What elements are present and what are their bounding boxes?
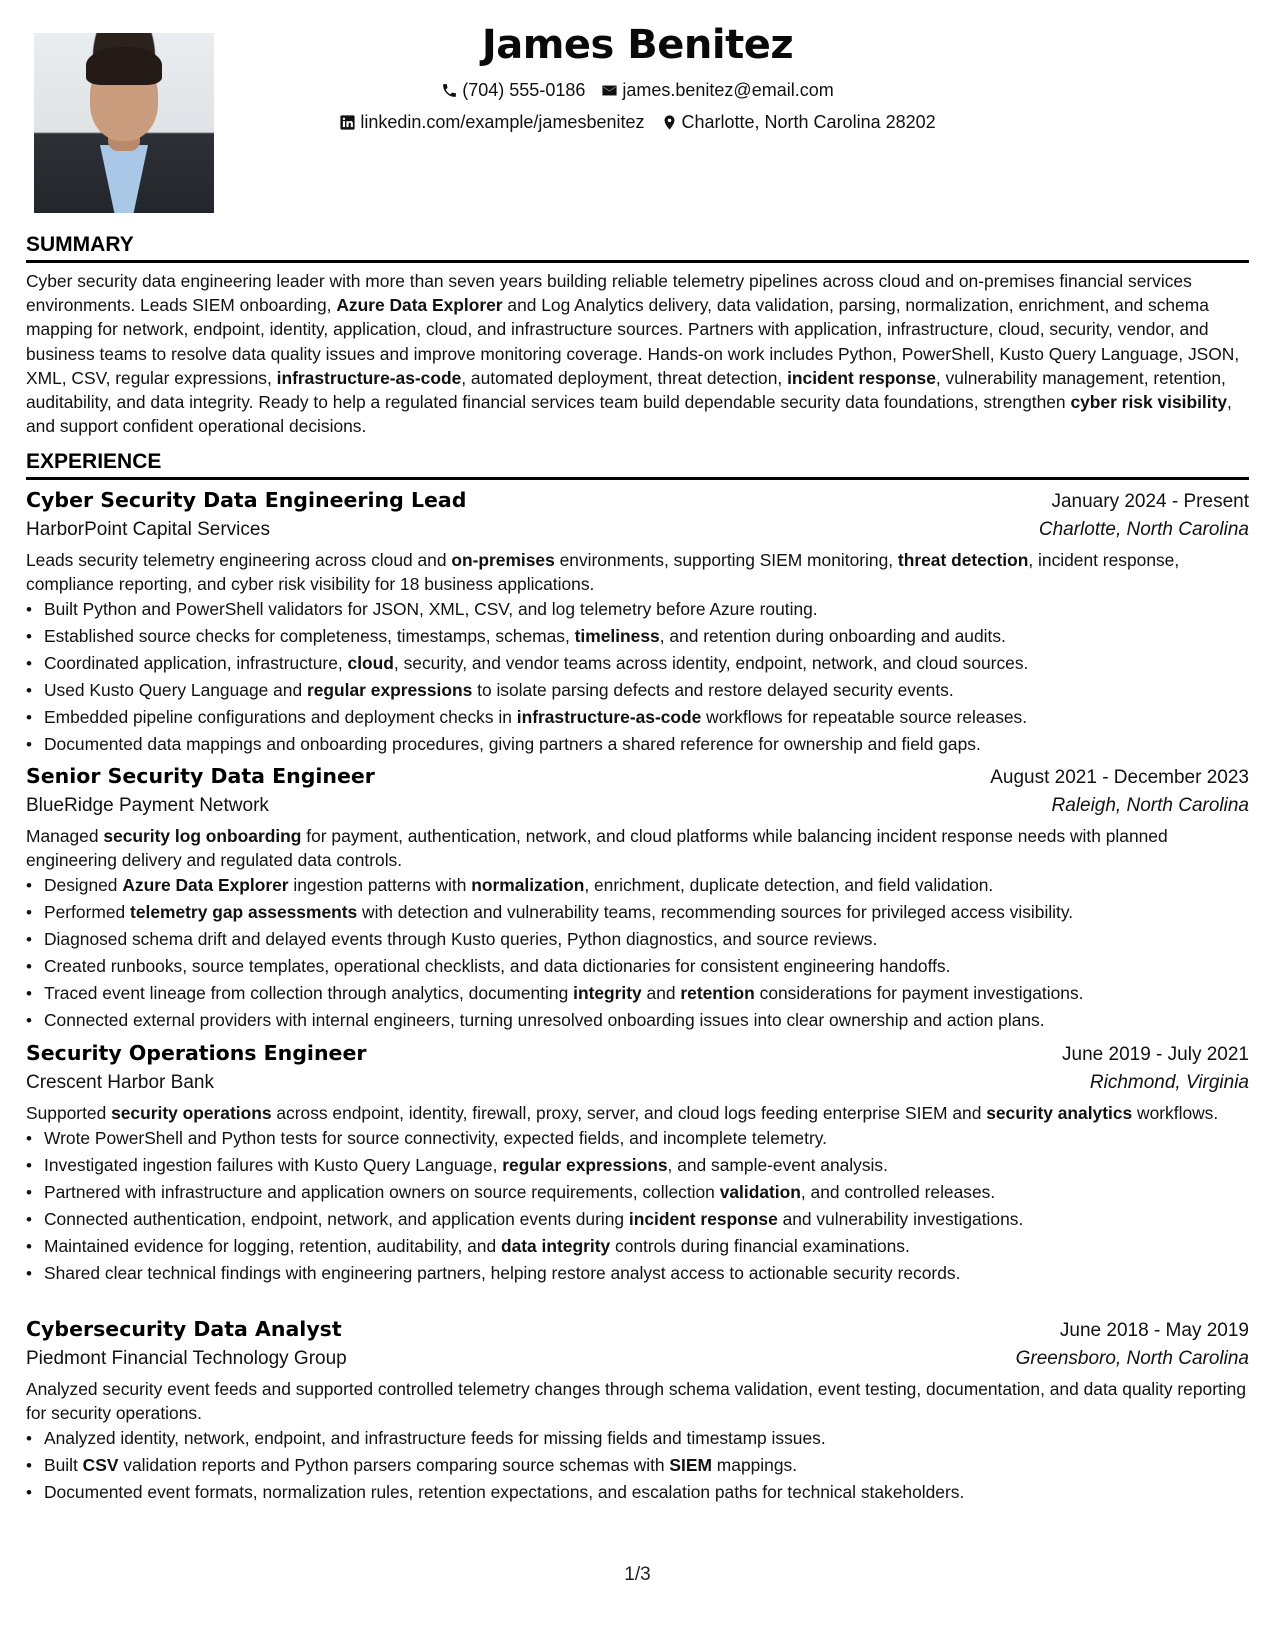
text-run: workflows.	[1132, 1103, 1219, 1123]
bullet-item	[44, 899, 1249, 926]
text-run: Performed	[44, 902, 131, 923]
text-run: Analyzed identity, network, endpoint, and infrastructure feeds for missing fields and timestamp issues.	[44, 1428, 826, 1449]
emphasis-text: Azure Data Explorer	[122, 875, 289, 896]
job-location: Greensboro, North Carolina	[1015, 1348, 1249, 1369]
text-run: Partnered with infrastructure and application owners on source requirements, collection	[44, 1182, 720, 1203]
job-dates: January 2024 - Present	[1051, 491, 1249, 512]
bullet-item	[44, 1479, 1249, 1506]
summary-text	[26, 269, 1249, 438]
job-summary	[26, 1377, 1249, 1425]
text-run: Diagnosed schema drift and delayed events through Kusto queries, Python diagnostics, and source reviews.	[44, 929, 878, 950]
text-run: Traced event lineage from collection through analytics, documenting	[44, 983, 574, 1004]
bullet-item	[44, 731, 1249, 758]
job-title: Cyber Security Data Engineering Lead	[26, 488, 467, 512]
job-location: Raleigh, North Carolina	[1051, 795, 1249, 816]
emphasis-text: security operations	[111, 1103, 272, 1123]
job-summary	[26, 548, 1249, 596]
text-run: , and support confident operational decisions.	[26, 392, 1232, 437]
company-name: BlueRidge Payment Network	[26, 795, 269, 816]
text-run: considerations for payment investigations.	[754, 983, 1084, 1004]
job-title: Senior Security Data Engineer	[26, 764, 375, 788]
emphasis-text: telemetry gap assessments	[130, 902, 358, 923]
bullet-item	[44, 1007, 1249, 1034]
text-run: Cyber security data engineering leader with more than seven years building reliable telemetry pipelines across cloud and on-premises financial services environments. Leads SIEM onboarding,	[26, 271, 1192, 316]
job-title: Security Operations Engineer	[26, 1041, 367, 1065]
email-contact[interactable]	[601, 80, 833, 101]
text-run: , enrichment, duplicate detection, and field validation.	[584, 875, 994, 896]
linkedin-icon	[339, 114, 356, 131]
emphasis-text: regular expressions	[306, 680, 473, 701]
text-run: , automated deployment, threat detection,	[461, 367, 788, 388]
company-name: Piedmont Financial Technology Group	[26, 1348, 347, 1369]
location-text: Charlotte, North Carolina 28202	[681, 112, 936, 132]
text-run: , and controlled releases.	[800, 1182, 996, 1203]
emphasis-text: normalization	[471, 875, 585, 896]
text-run: Documented data mappings and onboarding procedures, giving partners a shared reference for ownership and field gaps.	[44, 734, 981, 755]
bullet-item	[44, 1260, 1249, 1287]
text-run: Connected authentication, endpoint, network, and application events during	[44, 1209, 629, 1230]
job-bullets	[26, 1125, 1249, 1287]
bullet-item	[44, 677, 1249, 704]
emphasis-text: infrastructure-as-code	[516, 707, 702, 728]
bullet-item	[44, 596, 1249, 623]
text-run: with detection and vulnerability teams, recommending sources for privileged access visibility.	[357, 902, 1074, 923]
candidate-name: James Benitez	[481, 22, 794, 68]
bullet-item	[44, 1206, 1249, 1233]
bullet-item	[44, 926, 1249, 953]
job-bullets	[26, 596, 1249, 758]
emphasis-text: Azure Data Explorer	[336, 295, 503, 316]
bullet-item	[44, 1152, 1249, 1179]
emphasis-text: cloud	[347, 653, 394, 674]
text-run: Managed	[26, 826, 104, 846]
emphasis-text: incident response	[628, 1209, 778, 1230]
text-run: validation reports and Python parsers comparing source schemas with	[118, 1455, 670, 1476]
job-entry	[26, 1041, 1249, 1287]
text-run: Connected external providers with internal engineers, turning unresolved onboarding issues into clear ownership and action plans.	[44, 1010, 1045, 1031]
text-run: and vulnerability investigations.	[777, 1209, 1024, 1230]
bullet-item	[44, 1233, 1249, 1260]
job-location: Richmond, Virginia	[1089, 1072, 1249, 1093]
bullet-item	[44, 953, 1249, 980]
email-address[interactable]: james.benitez@email.com	[622, 80, 834, 100]
text-run: Established source checks for completeness, timestamps, schemas,	[44, 626, 575, 647]
summary-heading: SUMMARY	[26, 233, 1249, 263]
text-run: Maintained evidence for logging, retention, auditability, and	[44, 1236, 501, 1257]
bullet-item	[44, 1179, 1249, 1206]
text-run: , incident response, compliance reporting, and cyber risk visibility for 18 business applications.	[26, 550, 1180, 595]
summary-section	[26, 233, 1249, 438]
bullet-item	[44, 1452, 1249, 1479]
job-entry	[26, 488, 1249, 758]
text-run: , and retention during onboarding and audits.	[659, 626, 1006, 647]
bullet-item	[44, 623, 1249, 650]
location-contact	[661, 112, 936, 133]
page-number: 1/3	[624, 1564, 651, 1585]
text-run: Wrote PowerShell and Python tests for source connectivity, expected fields, and incomplete telemetry.	[44, 1128, 827, 1149]
text-run: mappings.	[711, 1455, 798, 1476]
emphasis-text: threat detection	[897, 550, 1029, 570]
text-run: workflows for repeatable source releases.	[701, 707, 1028, 728]
text-run: Documented event formats, normalization rules, retention expectations, and escalation paths for technical stakeholders.	[44, 1482, 965, 1503]
emphasis-text: on-premises	[451, 550, 555, 570]
bullet-item	[44, 980, 1249, 1007]
bullet-item	[44, 1125, 1249, 1152]
job-dates: June 2019 - July 2021	[1062, 1044, 1249, 1065]
emphasis-text: incident response	[787, 367, 936, 388]
phone-number: (704) 555-0186	[462, 80, 586, 100]
text-run: to isolate parsing defects and restore delayed security events.	[472, 680, 954, 701]
job-summary	[26, 824, 1249, 872]
map-pin-icon	[661, 114, 678, 131]
emphasis-text: timeliness	[574, 626, 660, 647]
text-run: environments, supporting SIEM monitoring,	[554, 550, 898, 570]
contact-row-1	[0, 80, 1275, 101]
text-run: for payment, authentication, network, and cloud platforms while balancing incident response needs with planned engineering delivery and regulated data controls.	[26, 826, 1168, 871]
text-run: , and sample-event analysis.	[667, 1155, 888, 1176]
text-run: ingestion patterns with	[288, 875, 472, 896]
bullet-item	[44, 1425, 1249, 1452]
phone-contact	[441, 80, 585, 101]
experience-heading: EXPERIENCE	[26, 450, 1249, 480]
company-name: Crescent Harbor Bank	[26, 1072, 214, 1093]
text-run: and Log Analytics delivery, data validation, parsing, normalization, enrichment, and schema mapping for network, endpoint, identity, application, cloud, and infrastructure sources. Partners with application, infrastructure, cloud, security, vendor, and business teams to resolve data quality issues and improve monitoring coverage. Hands-on work includes Python, PowerShell, Kusto Query Language, JSON, XML, CSV, regular expressions,	[26, 295, 1240, 388]
job-dates: June 2018 - May 2019	[1059, 1320, 1249, 1341]
company-name: HarborPoint Capital Services	[26, 519, 270, 540]
envelope-icon	[601, 82, 618, 99]
text-run: Used Kusto Query Language and	[44, 680, 307, 701]
contact-row-2	[0, 112, 1275, 133]
bullet-item	[44, 872, 1249, 899]
experience-section	[26, 450, 1249, 480]
job-bullets	[26, 1425, 1249, 1506]
linkedin-url[interactable]: linkedin.com/example/jamesbenitez	[360, 112, 645, 132]
emphasis-text: retention	[680, 983, 755, 1004]
bullet-item	[44, 704, 1249, 731]
text-run: , vulnerability management, retention, auditability, and data integrity. Ready to help a regulated financial services team build dependable security data foundations, strengthen	[26, 367, 1226, 413]
emphasis-text: SIEM	[669, 1455, 712, 1476]
job-title: Cybersecurity Data Analyst	[26, 1317, 342, 1341]
text-run: and	[641, 983, 681, 1004]
emphasis-text: integrity	[573, 983, 642, 1004]
emphasis-text: cyber risk visibility	[1070, 392, 1228, 413]
text-run: , security, and vendor teams across identity, endpoint, network, and cloud sources.	[393, 653, 1029, 674]
text-run: controls during financial examinations.	[610, 1236, 910, 1257]
text-run: Shared clear technical findings with engineering partners, helping restore analyst access to actionable security records.	[44, 1263, 961, 1284]
text-run: Leads security telemetry engineering across cloud and	[26, 550, 452, 570]
emphasis-text: regular expressions	[502, 1155, 668, 1176]
phone-icon	[441, 82, 458, 99]
emphasis-text: security log onboarding	[103, 826, 302, 846]
job-dates: August 2021 - December 2023	[990, 767, 1249, 788]
text-run: Embedded pipeline configurations and deployment checks in	[44, 707, 517, 728]
text-run: Investigated ingestion failures with Kusto Query Language,	[44, 1155, 503, 1176]
linkedin-contact[interactable]	[339, 112, 644, 133]
emphasis-text: validation	[719, 1182, 801, 1203]
emphasis-text: data integrity	[500, 1236, 611, 1257]
text-run: Analyzed security event feeds and supported controlled telemetry changes through schema validation, event testing, documentation, and data quality reporting for security operations.	[26, 1379, 1247, 1424]
text-run: Built	[44, 1455, 83, 1476]
job-location: Charlotte, North Carolina	[1038, 519, 1249, 540]
emphasis-text: CSV	[82, 1455, 119, 1476]
text-run: across endpoint, identity, firewall, proxy, server, and cloud logs feeding enterprise SIEM and	[271, 1103, 987, 1123]
emphasis-text: security analytics	[986, 1103, 1133, 1123]
bullet-item	[44, 650, 1249, 677]
text-run: Coordinated application, infrastructure,	[44, 653, 348, 674]
text-run: Built Python and PowerShell validators for JSON, XML, CSV, and log telemetry before Azure routing.	[44, 599, 818, 620]
text-run: Created runbooks, source templates, operational checklists, and data dictionaries for consistent engineering handoffs.	[44, 956, 951, 977]
text-run: Supported	[26, 1103, 112, 1123]
text-run: Designed	[44, 875, 123, 896]
emphasis-text: infrastructure-as-code	[276, 367, 462, 388]
job-entry	[26, 1317, 1249, 1506]
job-entry	[26, 764, 1249, 1034]
job-summary	[26, 1101, 1249, 1125]
job-bullets	[26, 872, 1249, 1034]
